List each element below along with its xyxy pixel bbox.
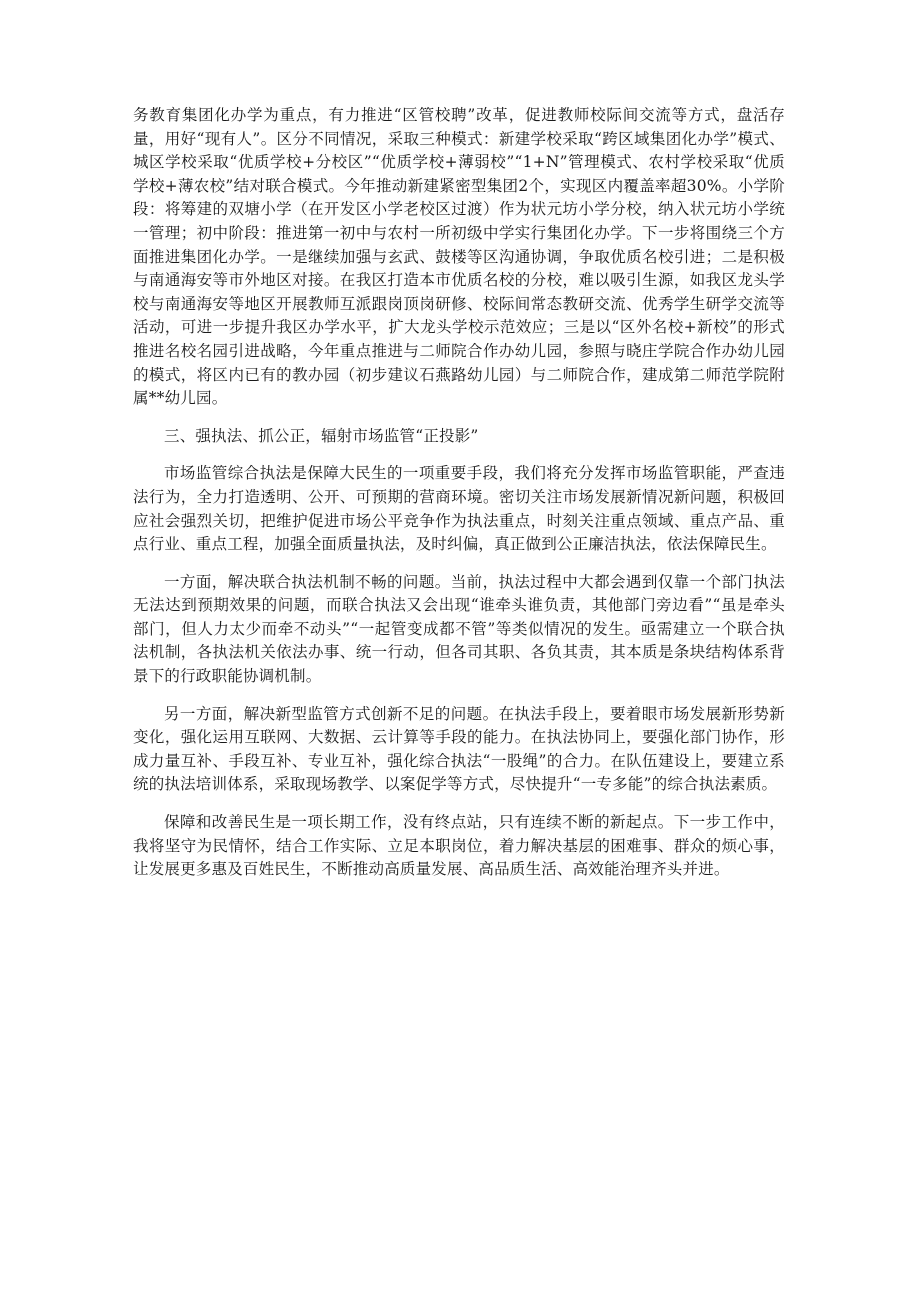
paragraph: 另一方面，解决新型监管方式创新不足的问题。在执法手段上，要着眼市场发展新形势新变化，强化运用互联网、大数据、云计算等手段的能力。在执法协同上，要强化部门协作，形成力量互补、手段互补、专业互补，强化综合执法“一股绳”的合力。在队伍建设上，要建立系统的执法培训体系，采取现场教学、以案促学等方式，尽快提升“一专多能”的综合执法素质。: [133, 704, 785, 794]
paragraph-continued: 务教育集团化办学为重点，有力推进“区管校聘”改革，促进教师校际间交流等方式，盘活存量，用好“现有人”。区分不同情况，采取三种模式：新建学校采取“跨区域集团化办学”模式、城区学校采取“优质学校+分校区”“优质学校+薄弱校”“1+N”管理模式、农村学校采取“优质学校+薄农校”结对联合模式。今年推动新建紧密型集团2个，实现区内覆盖率超30%。小学阶段：将筹建的双塘小学（在开发区小学老校区过渡）作为状元坊小学分校，纳入状元坊小学统一管理；初中阶段：推进第一初中与农村一所初级中学实行集团化办学。下一步将围绕三个方面推进集团化办学。一是继续加强与玄武、鼓楼等区沟通协调，争取优质名校引进；二是积极与南通海安等市外地区对接。在我区打造本市优质名校的分校，难以吸引生源，如我区龙头学校与南通海安等地区开展教师互派跟岗顶岗研修、校际间常态教研交流、优秀学生研学交流等活动，可进一步提升我区办学水平，扩大龙头学校示范效应；三是以“区外名校+新校”的形式推进名校名园引进战略，今年重点推进与二师院合作办幼儿园，参照与晓庄学院合作办幼儿园的模式，将区内已有的教办园（初步建议石燕路幼儿园）与二师院合作，建成第二师范学院附属**幼儿园。: [133, 106, 785, 408]
document-page: [133, 104, 785, 896]
paragraph: 一方面，解决联合执法机制不畅的问题。当前，执法过程中大都会遇到仅靠一个部门执法无法达到预期效果的问题，而联合执法又会出现“谁牵头谁负责，其他部门旁边看”“虽是牵头部门，但人力太少而牵不动头”“一起管变成都不管”等类似情况的发生。亟需建立一个联合执法机制，各执法机关依法办事、统一行动，但各司其职、各负其责，其本质是条块结构体系背景下的行政职能协调机制。: [133, 572, 785, 686]
paragraph: 市场监管综合执法是保障大民生的一项重要手段，我们将充分发挥市场监管职能，严查违法行为，全力打造透明、公开、可预期的营商环境。密切关注市场发展新情况新问题，积极回应社会强烈关切，把维护促进市场公平竞争作为执法重点，时刻关注重点领域、重点产品、重点行业、重点工程，加强全面质量执法，及时纠偏，真正做到公正廉洁执法，依法保障民生。: [133, 464, 785, 554]
section-heading: 三、强执法、抓公正，辐射市场监管“正投影”: [164, 426, 479, 445]
paragraph: 保障和改善民生是一项长期工作，没有终点站，只有连续不断的新起点。下一步工作中，我将坚守为民情怀，结合工作实际、立足本职岗位，着力解决基层的困难事、群众的烦心事，让发展更多惠及百姓民生，不断推动高质量发展、高品质生活、高效能治理齐头并进。: [133, 813, 785, 879]
